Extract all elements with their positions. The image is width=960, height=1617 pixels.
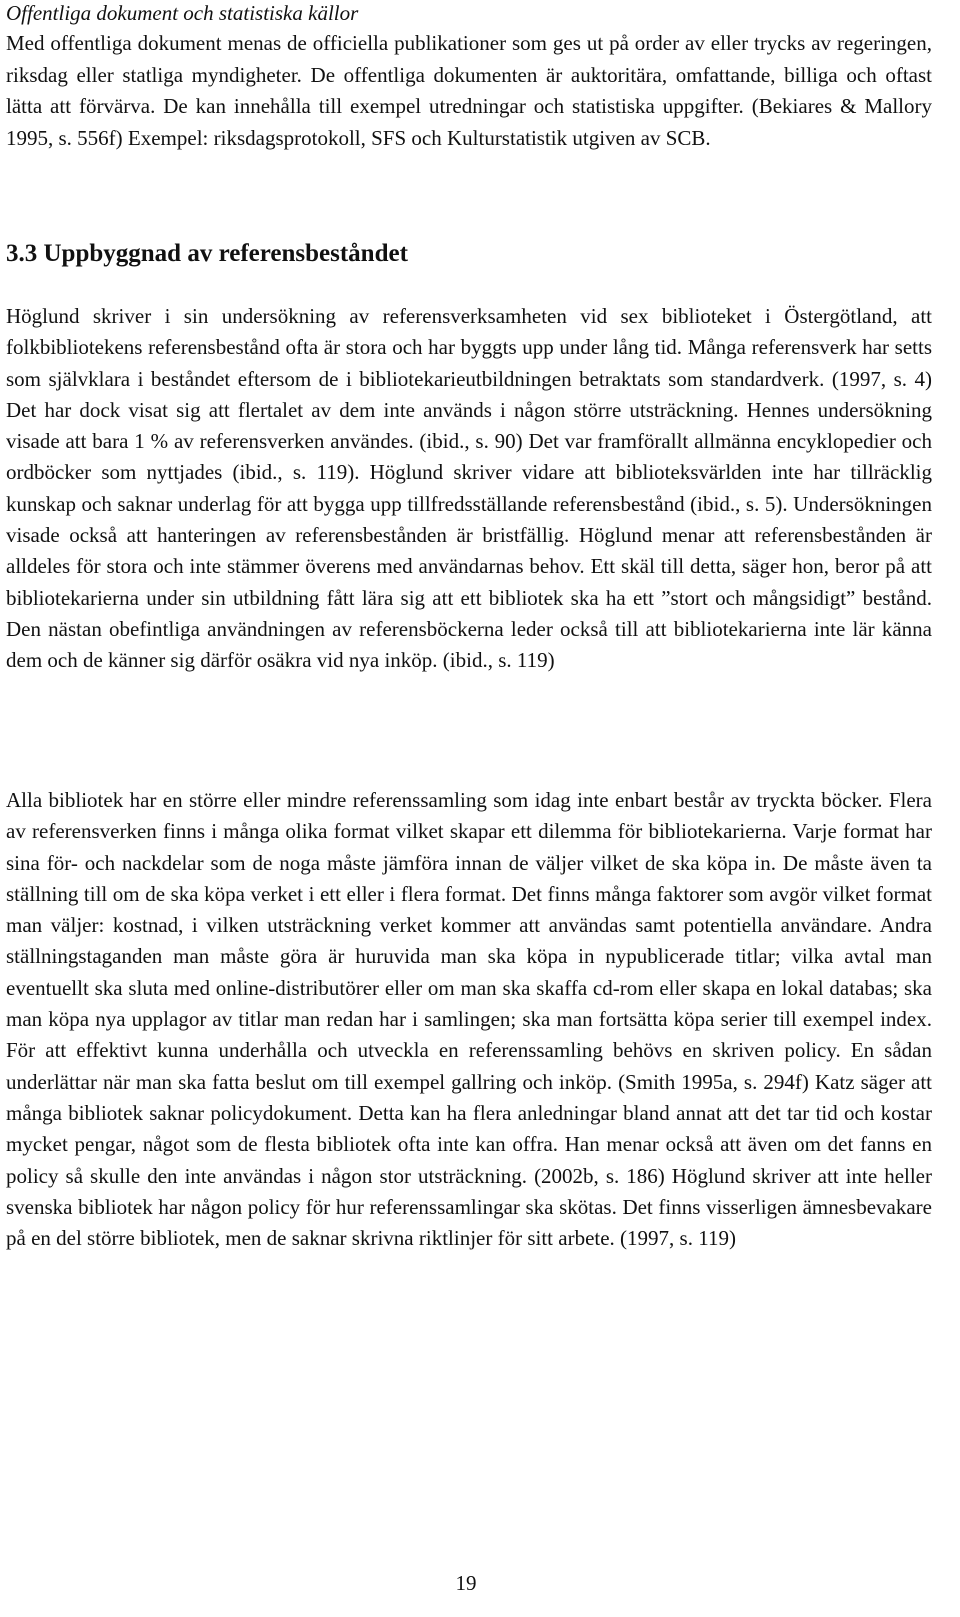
body-paragraph-1: Höglund skriver i sin undersökning av referensverksamheten vid sex biblioteket i Östergötland, att folkbibliotekens referensbestånd ofta är stora och har byggts upp under lång tid. Många referensverk har setts som självklara i beståndet eftersom de i bibliotekarieutbildningen betraktats som standardverk. (1997, s. 4) Det har dock visat sig att flertalet av dem inte används i någon större utsträckning. Hennes undersökning visade att bara 1 % av referensverken användes. (ibid., s. 90) Det var framförallt allmänna encyklopedier och ordböcker som nyttjades (ibid., s. 119). Höglund skriver vidare att biblioteksvärlden inte har tillräcklig kunskap och saknar underlag för att bygga upp tillfredsställande referensbestånd (ibid., s. 5). Undersökningen visade också att hanteringen av referensbestånden är bristfällig. Höglund menar att referensbestånden är alldeles för stora och inte stämmer överens med användarnas behov. Ett skäl till detta, säger hon, beror på att bibliotekarierna under sin utbildning fått lära sig att ett bibliotek ska ha ett ”stort och mångsidigt” bestånd. Den nästan obefintliga användningen av referensböckerna leder också till att bibliotekarierna inte lär känna dem och de känner sig därför osäkra vid nya inköp. (ibid., s. 119) bbox=[6, 304, 932, 673]
page-number: 19 bbox=[455, 1571, 477, 1595]
section-heading: 3.3 Uppbyggnad av referensbeståndet bbox=[6, 240, 408, 267]
intro-paragraph: Med offentliga dokument menas de officiella publikationer som ges ut på order av eller trycks av regeringen, riksdag eller statliga myndigheter. De offentliga dokumenten är auktoritära, omfattande, billiga och oftast lätta att förvärva. De kan innehålla till exempel utredningar och statistiska uppgifter. (Bekiares & Mallory 1995, s. 556f) Exempel: riksdagsprotokoll, SFS och Kulturstatistik utgiven av SCB. bbox=[6, 31, 932, 150]
body-paragraph-2: Alla bibliotek har en större eller mindre referenssamling som idag inte enbart består av tryckta böcker. Flera av referensverken finns i många olika format vilket skapar ett dilemma för bibliotekarierna. Varje format har sina för- och nackdelar som de noga måste jämföra innan de väljer vilket de ska köpa in. De måste även ta ställning till om de ska köpa verket i ett eller i flera format. Det finns många faktorer som avgör vilket format man väljer: kostnad, i vilken utsträckning verket kommer att användas samt potentiella användare. Andra ställningstaganden man måste göra är huruvida man ska köpa in nypublicerade titlar; vilka avtal man eventuellt ska sluta med online-distributörer eller om man ska skaffa cd-rom eller skapa en lokal databas; ska man köpa nya upplagor av titlar man redan har i samlingen; ska man fortsätta köpa serier till exempel index. För att effektivt kunna underhålla och utveckla en referenssamling behövs en skriven policy. En sådan underlättar när man ska fatta beslut om till exempel gallring och inköp. (Smith 1995a, s. 294f) Katz säger att många bibliotek saknar policydokument. Detta kan ha flera anledningar bland annat att det tar tid och kostar mycket pengar, något som de flesta bibliotek ofta inte kan offra. Han menar också att även om det fanns en policy så skulle den inte användas i någon stor utsträckning. (2002b, s. 186) Höglund skriver att inte heller svenska bibliotek har någon policy för hur referenssamlingar ska skötas. Det finns visserligen ämnesbevakare på en del större bibliotek, men de saknar skrivna riktlinjer för sitt arbete. (1997, s. 119) bbox=[6, 788, 932, 1251]
intro-heading: Offentliga dokument och statistiska källor bbox=[6, 1, 359, 25]
